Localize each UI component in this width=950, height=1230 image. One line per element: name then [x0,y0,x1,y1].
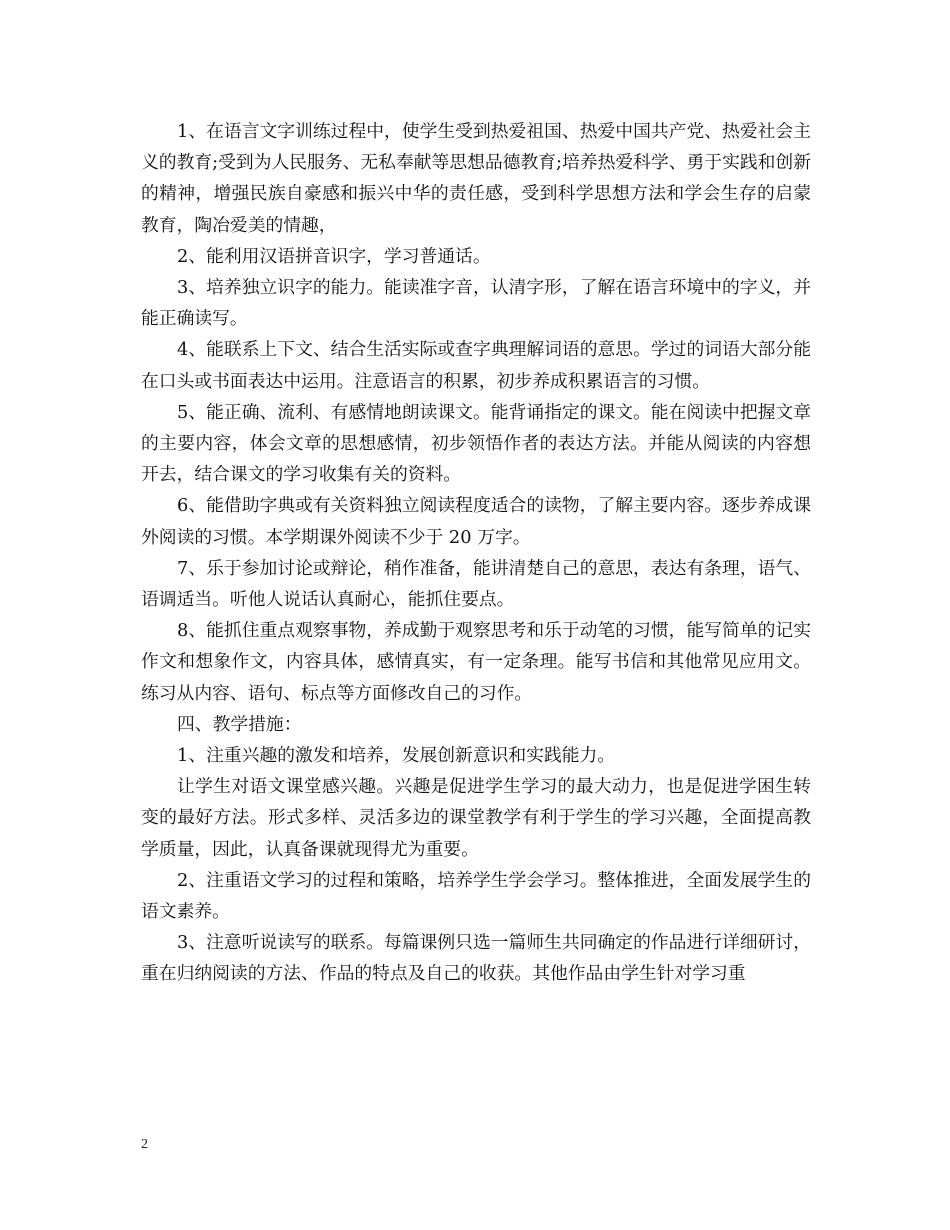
paragraph-goal-5: 5、能正确、流利、有感情地朗读课文。能背诵指定的课文。能在阅读中把握文章的主要内容，体会文章的思想感情，初步领悟作者的表达方法。并能从阅读的内容想开去，结合课文的学习收集有关的资料。 [141,401,811,486]
paragraph-goal-1: 1、在语言文字训练过程中，使学生受到热爱祖国、热爱中国共产党、热爱社会主义的教育;受到为人民服务、无私奉献等思想品德教育;培养热爱科学、勇于实践和创新的精神，增强民族自豪感和振兴中华的责任感，受到科学思想方法和学会生存的启蒙教育，陶冶爱美的情趣， [141,121,811,236]
paragraph-goal-2: 2、能利用汉语拼音识字，学习普通话。 [177,245,491,267]
page-number: 2 [141,1137,148,1152]
paragraph-measure-1-detail: 让学生对语文课堂感兴趣。兴趣是促进学生学习的最大动力，也是促进学困生转变的最好方法。形式多样、灵活多边的课堂教学有利于学生的学习兴趣，全面提高教学质量，因此，认真备课就现得尤为重要。 [141,776,811,860]
paragraph-goal-7: 7、乐于参加讨论或辩论，稍作准备，能讲清楚自己的意思，表达有条理，语气、语调适当。听他人说话认真耐心，能抓住要点。 [141,557,811,611]
paragraph-goal-3: 3、培养独立识字的能力。能读准字音，认清字形，了解在语言环境中的字义，并能正确读写。 [141,277,811,330]
paragraph-measure-1: 1、注重兴趣的激发和培养，发展创新意识和实践能力。 [177,745,616,767]
paragraph-goal-4: 4、能联系上下文、结合生活实际或查字典理解词语的意思。学过的词语大部分能在口头或书面表达中运用。注意语言的积累，初步养成积累语言的习惯。 [141,339,811,392]
paragraph-goal-6: 6、能借助字典或有关资料独立阅读程度适合的读物，了解主要内容。逐步养成课外阅读的习惯。本学期课外阅读不少于 20 万字。 [141,495,811,548]
document-body [141,116,811,990]
paragraph-measure-2: 2、注重语文学习的过程和策略，培养学生学会学习。整体推进，全面发展学生的语文素养。 [141,869,811,923]
paragraph-measure-3: 3、注意听说读写的联系。每篇课例只选一篇师生共同确定的作品进行详细研讨，重在归纳阅读的方法、作品的特点及自己的收获。其他作品由学生针对学习重 [141,932,811,985]
paragraph-goal-8: 8、能抓住重点观察事物，养成勤于观察思考和乐于动笔的习惯，能写简单的记实作文和想象作文，内容具体，感情真实，有一定条理。能写书信和其他常见应用文。练习从内容、语句、标点等方面修改自己的习作。 [141,620,811,704]
section-heading-measures: 四、教学措施： [177,713,302,735]
